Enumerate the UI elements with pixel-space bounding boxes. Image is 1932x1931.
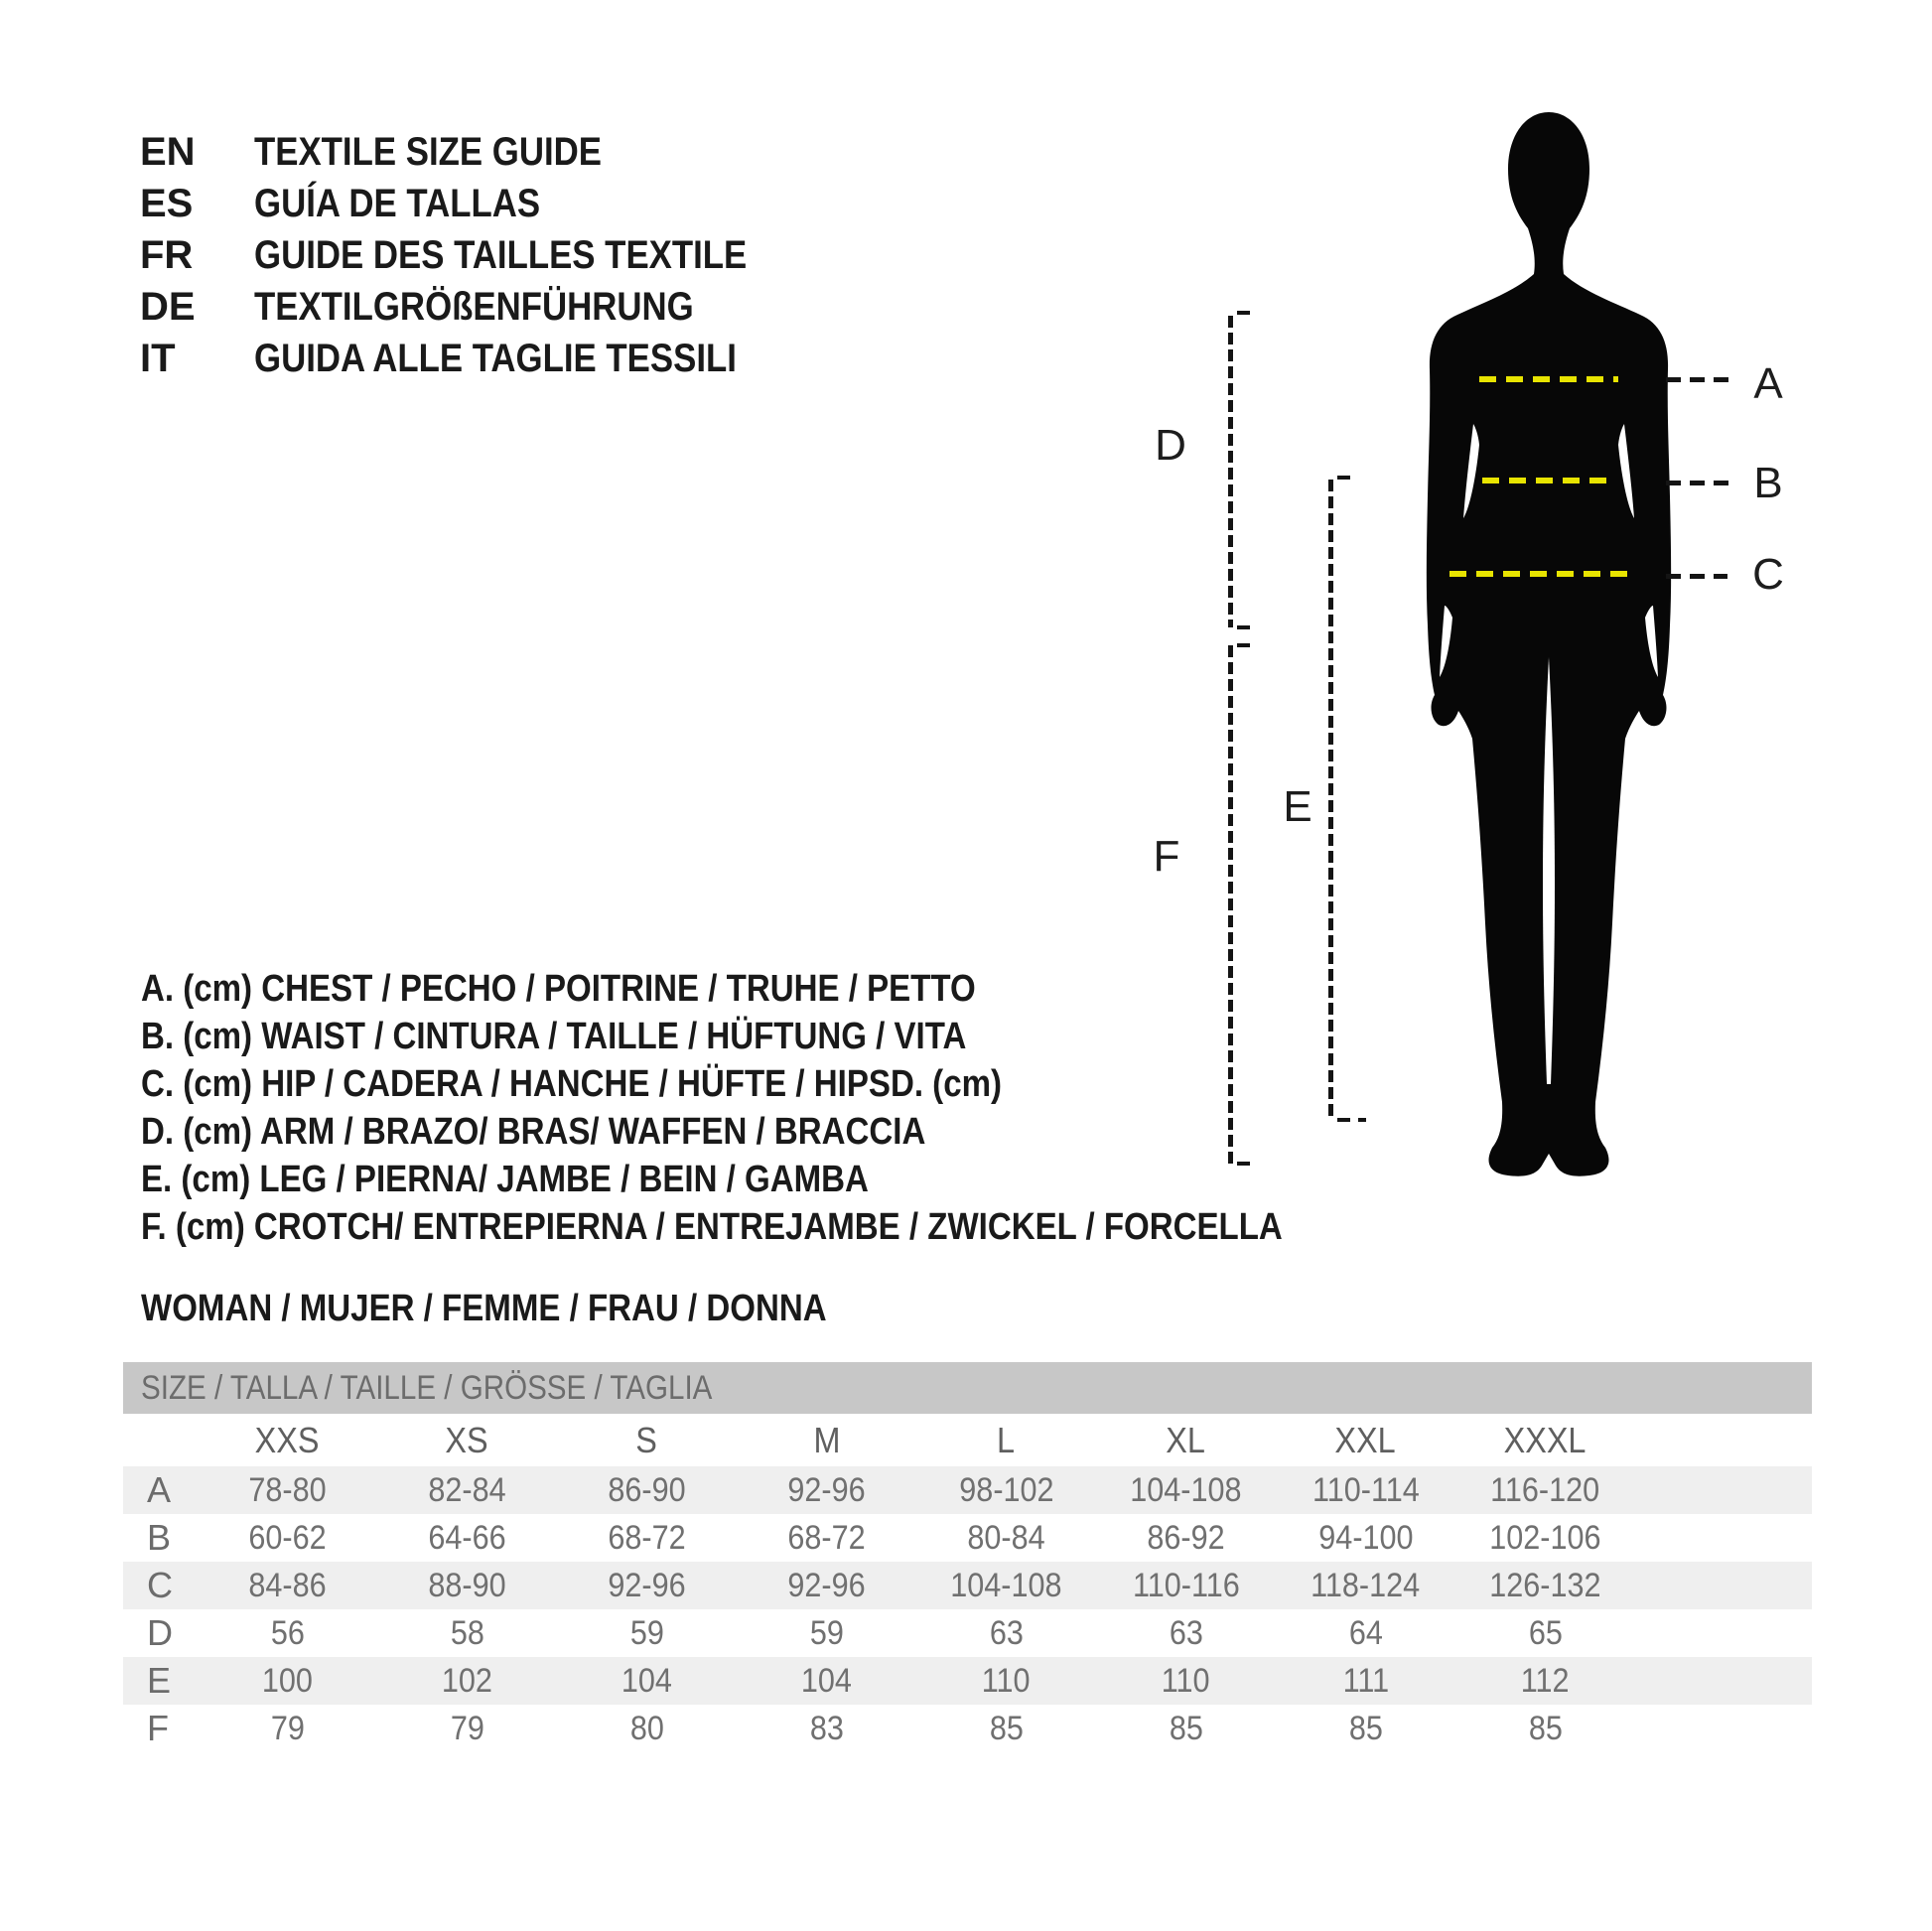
table-row <box>123 1705 1812 1752</box>
measure-value-cell <box>916 1710 1096 1748</box>
measure-value-cell <box>198 1614 377 1653</box>
waist-connector-line <box>1666 481 1729 485</box>
measure-value-text: 85 <box>1528 1709 1563 1747</box>
measure-value-cell <box>1276 1471 1455 1510</box>
waist-measure-line <box>1482 478 1608 483</box>
gender-line-text: WOMAN / MUJER / FEMME / FRAU / DONNA <box>141 1287 827 1329</box>
label-arm-d: D <box>1155 421 1186 470</box>
arm-line-bottom-tick <box>1237 625 1250 629</box>
leg-line-top-tick <box>1337 476 1350 480</box>
measure-value-cell <box>557 1567 737 1605</box>
measure-value-cell <box>1096 1471 1276 1510</box>
measure-value-cell <box>198 1519 377 1558</box>
language-title: TEXTILGRÖßENFÜHRUNG <box>254 284 694 329</box>
label-leg-e: E <box>1283 782 1312 831</box>
label-crotch-f: F <box>1153 832 1180 881</box>
measure-value-cell <box>1455 1471 1635 1510</box>
measure-value-text: 100 <box>261 1661 314 1700</box>
measure-value-text: 59 <box>809 1613 844 1652</box>
measure-value-cell <box>1276 1567 1455 1605</box>
legend-row <box>141 1108 1453 1156</box>
measure-row-label: B <box>147 1517 172 1558</box>
arm-line-top-tick <box>1237 311 1250 315</box>
gender-line <box>141 1285 929 1332</box>
measure-value-cell <box>198 1662 377 1701</box>
measure-value-text: 64 <box>1348 1613 1383 1652</box>
measure-value-cell <box>1455 1614 1635 1653</box>
size-column-header <box>377 1420 557 1461</box>
legend-text: D. (cm) ARM / BRAZO/ BRAS/ WAFFEN / BRACCIA <box>141 1110 926 1153</box>
measure-value-cell <box>557 1614 737 1653</box>
size-column-header <box>1455 1420 1635 1461</box>
size-column-header-text: S <box>635 1419 658 1460</box>
table-row <box>123 1657 1812 1705</box>
table-row <box>123 1562 1812 1609</box>
size-column-header-text: XXL <box>1334 1419 1397 1460</box>
measure-value-cell <box>916 1471 1096 1510</box>
measurement-legend <box>141 965 1453 1251</box>
measure-value-cell <box>1276 1662 1455 1701</box>
table-row <box>123 1609 1812 1657</box>
legend-text: F. (cm) CROTCH/ ENTREPIERNA / ENTREJAMBE / ZWICKEL / FORCELLA <box>141 1205 1283 1248</box>
measure-value-text: 116-120 <box>1490 1470 1600 1509</box>
measure-value-cell <box>377 1567 557 1605</box>
language-code: IT <box>140 336 176 380</box>
measure-value-text: 110 <box>982 1661 1031 1700</box>
measure-value-cell <box>916 1614 1096 1653</box>
measure-value-text: 60-62 <box>248 1518 327 1557</box>
measure-value-cell <box>557 1710 737 1748</box>
size-column-header <box>1276 1420 1455 1461</box>
measure-value-text: 64-66 <box>428 1518 506 1557</box>
measure-value-cell <box>1276 1519 1455 1558</box>
measure-value-cell <box>557 1662 737 1701</box>
measure-value-text: 59 <box>629 1613 664 1652</box>
measure-row-label: E <box>147 1660 172 1701</box>
measure-value-text: 84-86 <box>248 1566 327 1604</box>
measure-value-text: 111 <box>1342 1661 1389 1700</box>
measure-value-text: 85 <box>1169 1709 1203 1747</box>
measure-value-text: 58 <box>450 1613 484 1652</box>
legend-row <box>141 1013 1453 1060</box>
label-hip-c: C <box>1752 550 1784 599</box>
measure-value-cell <box>1455 1710 1635 1748</box>
measure-value-cell <box>916 1519 1096 1558</box>
measure-value-cell <box>377 1471 557 1510</box>
measure-value-cell <box>557 1519 737 1558</box>
measure-value-cell <box>1455 1519 1635 1558</box>
measure-value-text: 110-114 <box>1311 1470 1420 1509</box>
measure-value-text: 110-116 <box>1132 1566 1240 1604</box>
label-chest-a: A <box>1753 359 1783 408</box>
measure-value-text: 83 <box>809 1709 844 1747</box>
legend-text: C. (cm) HIP / CADERA / HANCHE / HÜFTE / HIPSD. (cm) <box>141 1062 1002 1105</box>
measure-value-cell <box>377 1519 557 1558</box>
crotch-line-top-tick <box>1237 643 1250 647</box>
measure-value-cell <box>198 1567 377 1605</box>
measure-value-cell <box>737 1614 916 1653</box>
size-table-header-band <box>123 1362 1812 1414</box>
language-code: FR <box>140 232 194 277</box>
measure-row-label: A <box>147 1469 172 1510</box>
arm-measure-line <box>1228 316 1233 627</box>
measure-value-text: 65 <box>1528 1613 1563 1652</box>
measure-value-cell <box>377 1614 557 1653</box>
measure-value-text: 63 <box>989 1613 1024 1652</box>
measure-value-cell <box>1276 1614 1455 1653</box>
measure-value-text: 98-102 <box>958 1470 1054 1509</box>
measure-row-label: F <box>147 1708 169 1748</box>
size-column-header <box>1096 1420 1276 1461</box>
measure-value-text: 79 <box>450 1709 484 1747</box>
size-column-header-text: M <box>813 1419 840 1460</box>
measure-value-text: 88-90 <box>428 1566 506 1604</box>
legend-row <box>141 1060 1453 1108</box>
measure-value-cell <box>737 1471 916 1510</box>
measure-value-cell <box>1096 1710 1276 1748</box>
measure-value-text: 85 <box>989 1709 1024 1747</box>
size-column-header-text: XXS <box>255 1419 320 1460</box>
legend-row <box>141 1203 1453 1251</box>
measure-value-text: 102 <box>441 1661 493 1700</box>
measure-value-cell <box>1096 1614 1276 1653</box>
measure-value-text: 68-72 <box>608 1518 686 1557</box>
measure-value-text: 118-124 <box>1311 1566 1421 1604</box>
measure-value-text: 94-100 <box>1317 1518 1414 1557</box>
measure-value-cell <box>1455 1662 1635 1701</box>
measure-value-text: 110 <box>1162 1661 1210 1700</box>
measure-value-cell <box>737 1567 916 1605</box>
size-column-header-text: L <box>997 1419 1016 1460</box>
size-table-body <box>123 1466 1812 1752</box>
measure-value-text: 63 <box>1169 1613 1203 1652</box>
measure-value-text: 86-92 <box>1147 1518 1225 1557</box>
language-code: ES <box>140 181 194 225</box>
measure-value-cell <box>916 1662 1096 1701</box>
measure-value-text: 104 <box>621 1661 673 1700</box>
measure-value-cell <box>377 1710 557 1748</box>
measure-value-cell <box>1096 1567 1276 1605</box>
measure-value-text: 92-96 <box>787 1566 866 1604</box>
measure-value-cell <box>1276 1710 1455 1748</box>
language-title: GUIDE DES TAILLES TEXTILE <box>254 232 748 277</box>
measure-value-text: 112 <box>1521 1661 1570 1700</box>
measure-value-text: 68-72 <box>787 1518 866 1557</box>
measure-value-cell <box>737 1662 916 1701</box>
measure-value-cell <box>1096 1519 1276 1558</box>
size-column-header-text: XXXL <box>1504 1419 1587 1460</box>
measure-value-text: 102-106 <box>1489 1518 1601 1557</box>
legend-row <box>141 965 1453 1013</box>
language-code: DE <box>140 284 196 329</box>
measure-value-cell <box>557 1471 737 1510</box>
measure-value-text: 80-84 <box>967 1518 1045 1557</box>
table-row <box>123 1514 1812 1562</box>
hip-measure-line <box>1449 571 1631 577</box>
legend-text: E. (cm) LEG / PIERNA/ JAMBE / BEIN / GAMBA <box>141 1158 869 1200</box>
measure-row-label: D <box>147 1612 173 1653</box>
measure-value-cell <box>737 1710 916 1748</box>
size-table-header-text: SIZE / TALLA / TAILLE / GRÖSSE / TAGLIA <box>141 1368 713 1407</box>
language-code: EN <box>140 129 196 174</box>
measure-value-cell <box>916 1567 1096 1605</box>
chest-connector-line <box>1666 377 1729 382</box>
size-table <box>123 1362 1812 1752</box>
measure-value-cell <box>377 1662 557 1701</box>
size-column-header <box>557 1420 737 1461</box>
measure-value-text: 104-108 <box>950 1566 1062 1604</box>
measure-value-text: 104 <box>800 1661 853 1700</box>
language-title: GUÍA DE TALLAS <box>254 181 541 225</box>
measure-value-text: 85 <box>1348 1709 1383 1747</box>
language-title: TEXTILE SIZE GUIDE <box>254 129 602 174</box>
measure-value-cell <box>198 1471 377 1510</box>
measure-value-text: 80 <box>629 1709 664 1747</box>
legend-row <box>141 1156 1453 1203</box>
measure-row-label: C <box>147 1565 173 1605</box>
measure-value-text: 104-108 <box>1130 1470 1242 1509</box>
size-column-header <box>737 1420 916 1461</box>
chest-measure-line <box>1479 376 1618 382</box>
measure-value-text: 79 <box>270 1709 305 1747</box>
size-column-header <box>198 1420 377 1461</box>
measure-value-cell <box>1096 1662 1276 1701</box>
size-column-header-text: XL <box>1166 1419 1206 1460</box>
measure-value-cell <box>737 1519 916 1558</box>
measure-value-text: 56 <box>270 1613 305 1652</box>
label-waist-b: B <box>1753 459 1783 507</box>
legend-text: B. (cm) WAIST / CINTURA / TAILLE / HÜFTUNG / VITA <box>141 1015 967 1057</box>
size-column-header-text: XS <box>445 1419 489 1460</box>
measure-value-text: 82-84 <box>428 1470 506 1509</box>
measure-value-cell <box>1455 1567 1635 1605</box>
language-title: GUIDA ALLE TAGLIE TESSILI <box>254 336 737 380</box>
size-columns-row <box>123 1414 1812 1466</box>
size-column-header <box>916 1420 1096 1461</box>
measure-value-cell <box>198 1710 377 1748</box>
measure-value-text: 92-96 <box>608 1566 686 1604</box>
measure-value-text: 86-90 <box>608 1470 686 1509</box>
table-row <box>123 1466 1812 1514</box>
legend-text: A. (cm) CHEST / PECHO / POITRINE / TRUHE / PETTO <box>141 967 976 1010</box>
hip-connector-line <box>1666 574 1727 579</box>
measure-value-text: 126-132 <box>1489 1566 1601 1604</box>
measure-value-text: 92-96 <box>787 1470 866 1509</box>
measure-value-text: 78-80 <box>248 1470 327 1509</box>
